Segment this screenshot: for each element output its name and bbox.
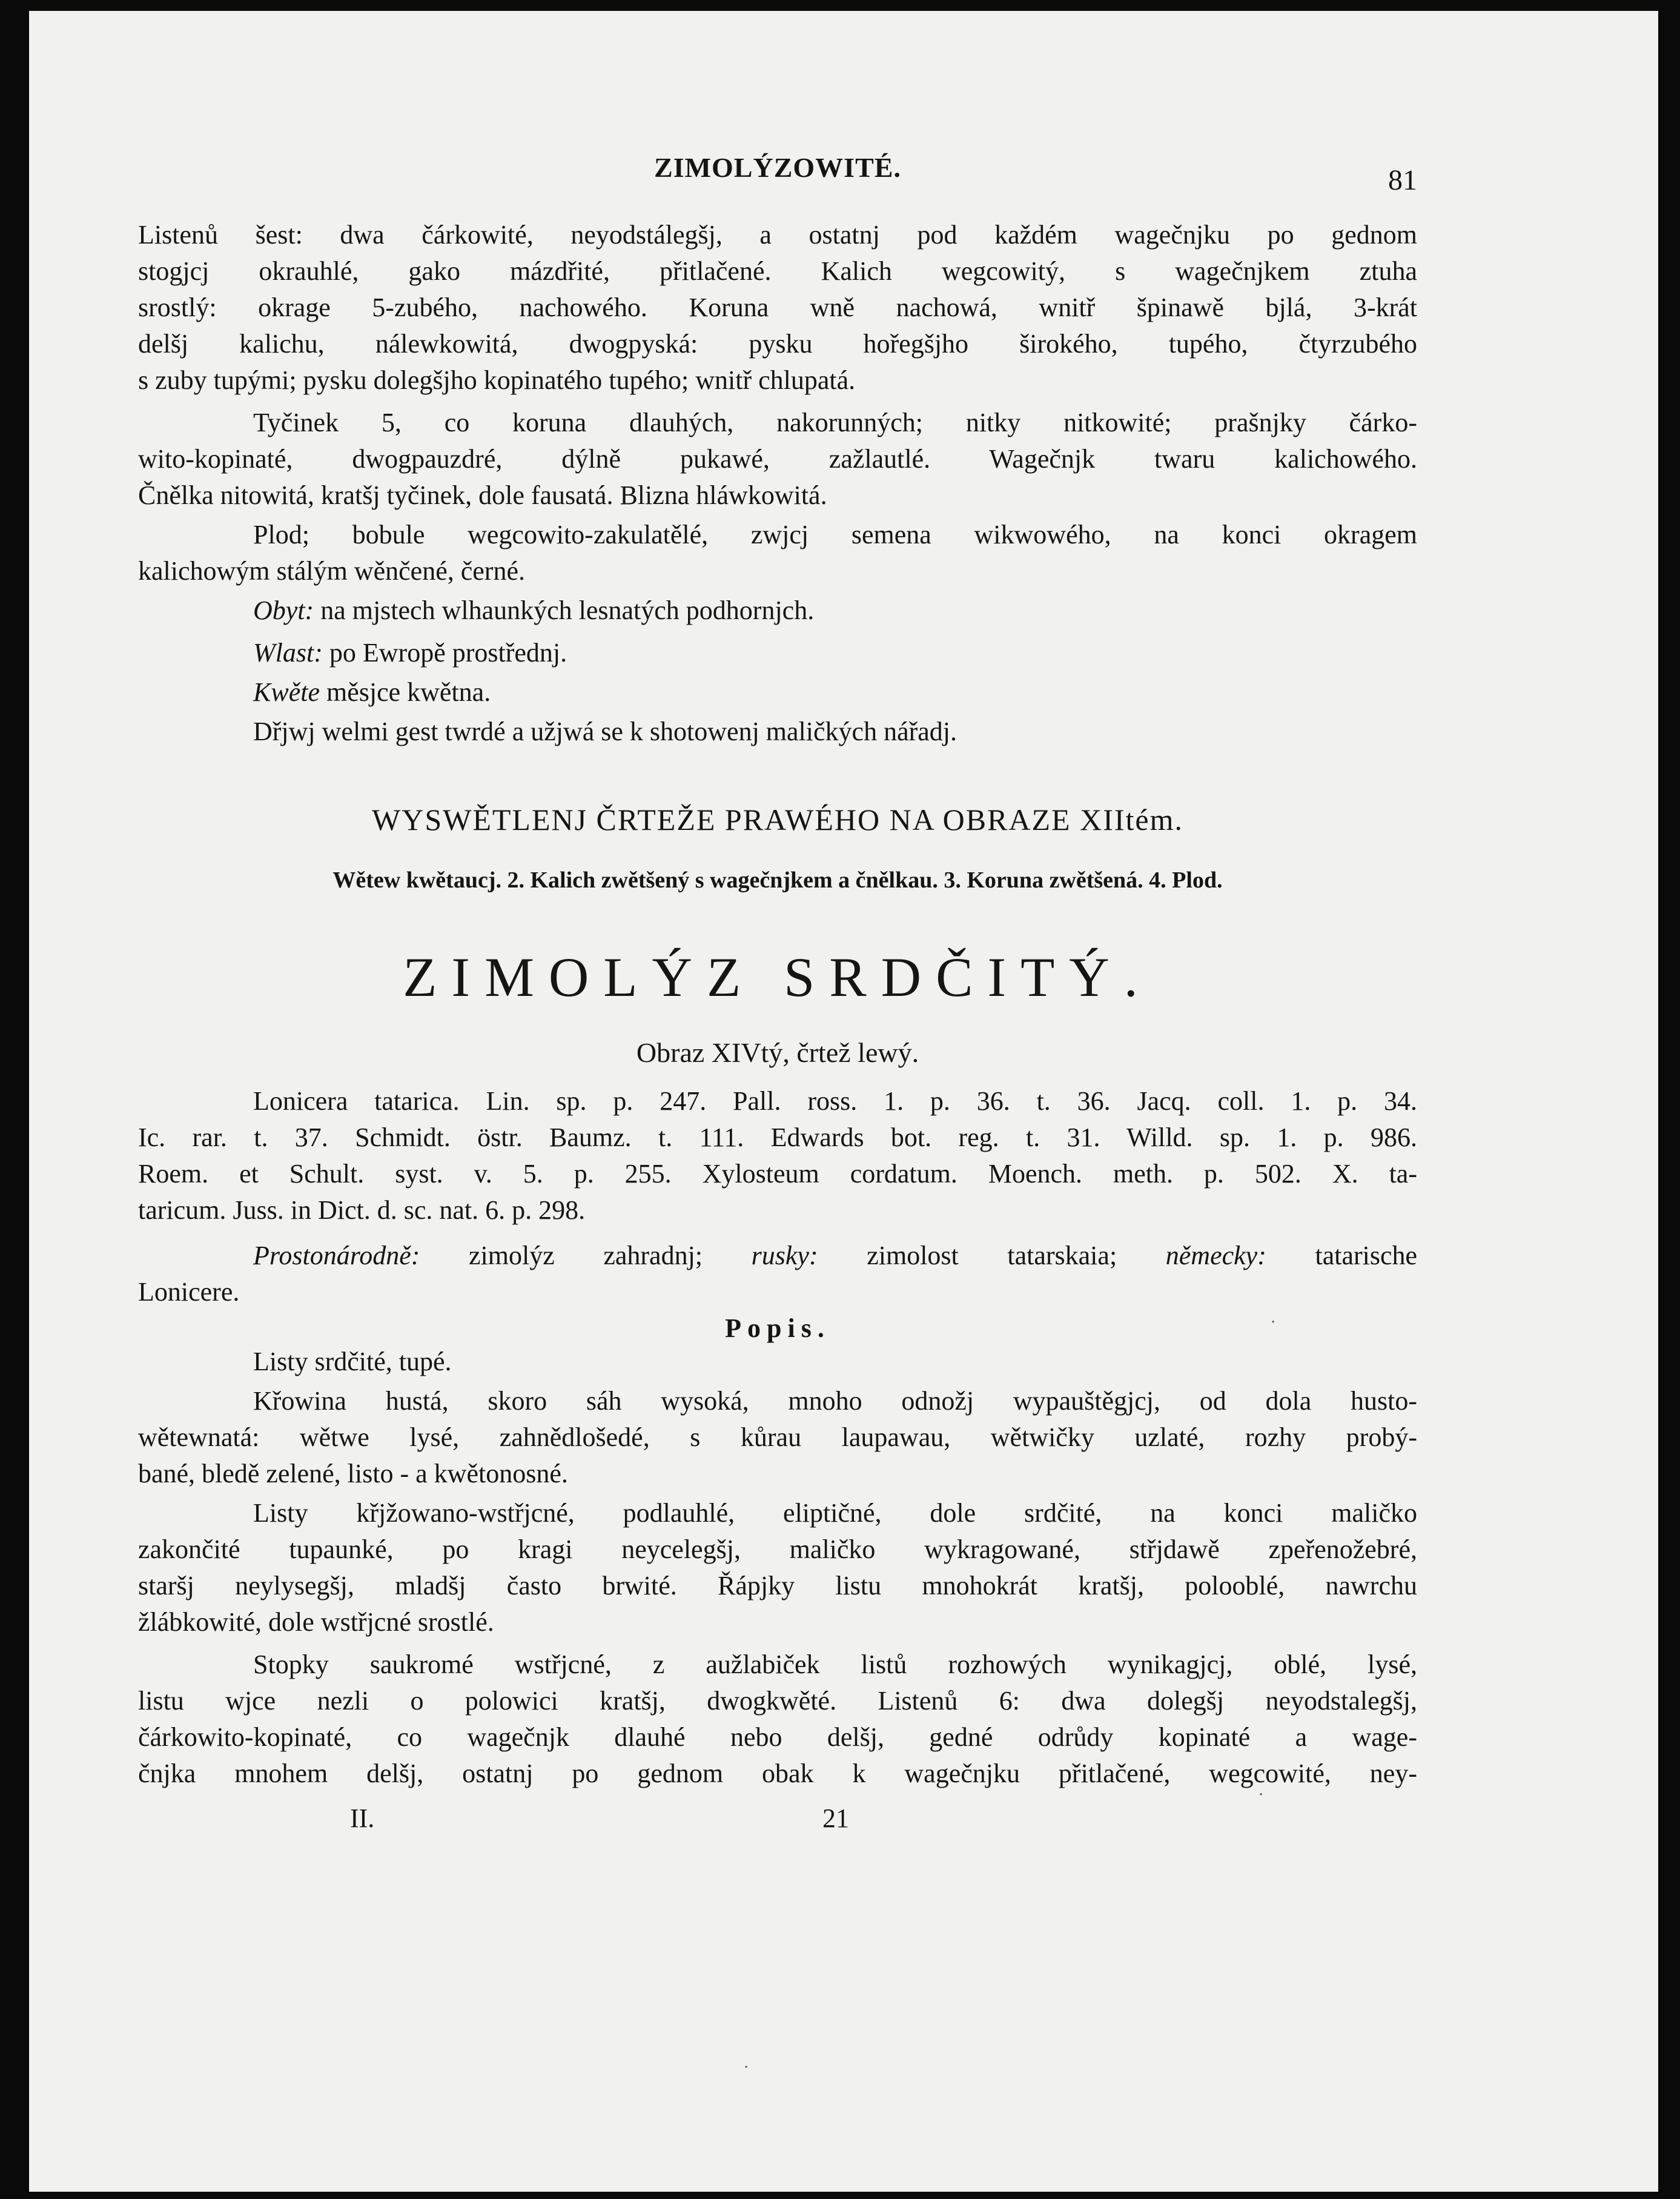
text-line: Listy srdčité, tupé. — [253, 1347, 452, 1376]
text-line: staršj neylysegšj, mladšj často brwité. Řápjky listu mnohokrát kratšj, polooblé, nawrchu — [138, 1571, 1417, 1600]
plate-caption: Wětew kwětaucj. 2. Kalich zwětšený s wagečnjkem a čnělkau. 3. Koruna zwětšená. 4. Plod. — [332, 867, 1223, 893]
text-line: delšj kalichu, nálewkowitá, dwogpyská: pysku hořegšjho širokého, tupého, čtyrzubého — [138, 329, 1417, 359]
vernacular-line — [138, 1238, 1417, 1274]
homeland-line — [138, 635, 1417, 671]
homeland-label: Wlast: — [253, 638, 323, 668]
vernacular-text: zimolost tatarskaia; — [867, 1241, 1117, 1270]
habitat-text: na mjstech wlhaunkých lesnatých podhornjch. — [320, 595, 815, 625]
habitat-line — [138, 592, 1417, 629]
text-line: s zuby tupými; pysku dolegšjho kopinatého tupého; wnitř chlupatá. — [138, 365, 856, 395]
figure-reference: Obraz XIVtý, črtež lewý. — [636, 1037, 919, 1068]
text-line: bané, bledě zelené, listo - a kwětonosné. — [138, 1459, 568, 1488]
text-line: wito-kopinaté, dwogpauzdré, dýlně pukawé, zažlautlé. Wagečnjk twaru kalichowého. — [138, 444, 1417, 474]
homeland-text: po Ewropě prostřednj. — [329, 638, 567, 668]
text-line: srostlý: okrage 5-zubého, nachowého. Koruna wně nachowá, wnitř špinawě bjlá, 3-krát — [138, 293, 1417, 322]
habitat-label: Obyt: — [253, 595, 314, 625]
text-line: Tyčinek 5, co koruna dlauhých, nakorunných; nitky nitkowité; prašnjky čárko- — [253, 408, 1417, 437]
flowering-text: měsjce kwětna. — [326, 677, 491, 707]
running-header — [138, 151, 1417, 196]
text-line: zakončité tupaunké, po kragi neycelegšj, maličko wykragowané, střjdawě zpeřenožebré, — [138, 1534, 1417, 1564]
book-page — [29, 11, 1658, 2192]
vernacular-label: rusky: — [751, 1241, 818, 1270]
text-line: čárkowito-kopinaté, co wagečnjk dlauhé nebo delšj, gedné odrůdy kopinaté a wage- — [138, 1722, 1417, 1752]
plate-heading-number: XIItém. — [1080, 803, 1183, 837]
synonymy-line: Lonicera tatarica. Lin. sp. p. 247. Pall. ross. 1. p. 36. t. 36. Jacq. coll. 1. p. 34. — [253, 1086, 1417, 1116]
signature-number: 21 — [822, 1803, 849, 1833]
text-line: žlábkowité, dole wstřjcné srostlé. — [138, 1607, 494, 1637]
text-line: Plod; bobule wegcowito-zakulatělé, zwjcj semena wikwowého, na konci okragem — [253, 520, 1417, 549]
plate-heading — [138, 801, 1417, 838]
flowering-label: Kwěte — [253, 677, 320, 707]
text-line: Křowina hustá, skoro sáh wysoká, mnoho odnožj wypauštěgjcj, od dola husto- — [253, 1386, 1417, 1416]
species-title: ZIMOLÝZ SRDČITÝ. — [403, 946, 1153, 1008]
volume-number: II. — [350, 1803, 375, 1833]
running-title: ZIMOLÝZOWITÉ. — [654, 152, 901, 183]
text-line: čnjka mnohem delšj, ostatnj po gednom obak k wagečnjku přitlačené, wegcowité, ney- — [138, 1759, 1417, 1788]
flowering-line — [138, 674, 1417, 711]
text-line: kalichowým stálým wěnčené, černé. — [138, 556, 525, 586]
vernacular-line: Lonicere. — [138, 1277, 240, 1307]
page-number: 81 — [1388, 164, 1417, 196]
vernacular-text: zimolýz zahradnj; — [469, 1241, 703, 1270]
text-line: stogjcj okrauhlé, gako mázdřité, přitlačené. Kalich wegcowitý, s wagečnjkem ztuha — [138, 256, 1417, 286]
text-line: Listy křjžowano-wstřjcné, podlauhlé, eliptičné, dole srdčité, na konci maličko — [253, 1498, 1417, 1528]
plate-heading-main: WYSWĚTLENJ ČRTEŽE PRAWÉHO NA OBRAZE — [372, 803, 1071, 837]
speck-mark: · — [1258, 1786, 1264, 1804]
text-line: Čnělka nitowitá, kratšj tyčinek, dole fausatá. Blizna hláwkowitá. — [138, 480, 827, 510]
speck-mark: · — [744, 2058, 749, 2077]
text-line: Stopky saukromé wstřjcné, z aužlabiček listů rozhowých wynikagjcj, oblé, lysé, — [253, 1650, 1417, 1679]
synonymy-line: Roem. et Schult. syst. v. 5. p. 255. Xylosteum cordatum. Moench. meth. p. 502. X. ta- — [138, 1159, 1417, 1189]
synonymy-line: taricum. Juss. in Dict. d. sc. nat. 6. p. 298. — [138, 1195, 586, 1225]
speck-mark: · — [1271, 1313, 1276, 1332]
text-line: wětewnatá: wětwe lysé, zahnědlošedé, s kůrau laupawau, wětwičky uzlaté, rozhy probý- — [138, 1422, 1417, 1452]
vernacular-label: Prostonárodně: — [253, 1241, 420, 1270]
vernacular-label: německy: — [1165, 1241, 1266, 1270]
vernacular-text: tatarische — [1315, 1241, 1418, 1270]
text-line: Listenů šest: dwa čárkowité, neyodstálegšj, a ostatnj pod každém wagečnjku po gednom — [138, 220, 1417, 250]
description-heading: Popis. — [725, 1313, 830, 1343]
wood-note: Dřjwj welmi gest twrdé a užjwá se k shotowenj maličkých nářadj. — [253, 717, 957, 746]
text-line: listu wjce nezli o polowici kratšj, dwogkwěté. Listenů 6: dwa dolegšj neyodstalegšj, — [138, 1686, 1417, 1716]
synonymy-line: Ic. rar. t. 37. Schmidt. östr. Baumz. t. 111. Edwards bot. reg. t. 31. Willd. sp. 1. p. 986. — [138, 1123, 1417, 1152]
